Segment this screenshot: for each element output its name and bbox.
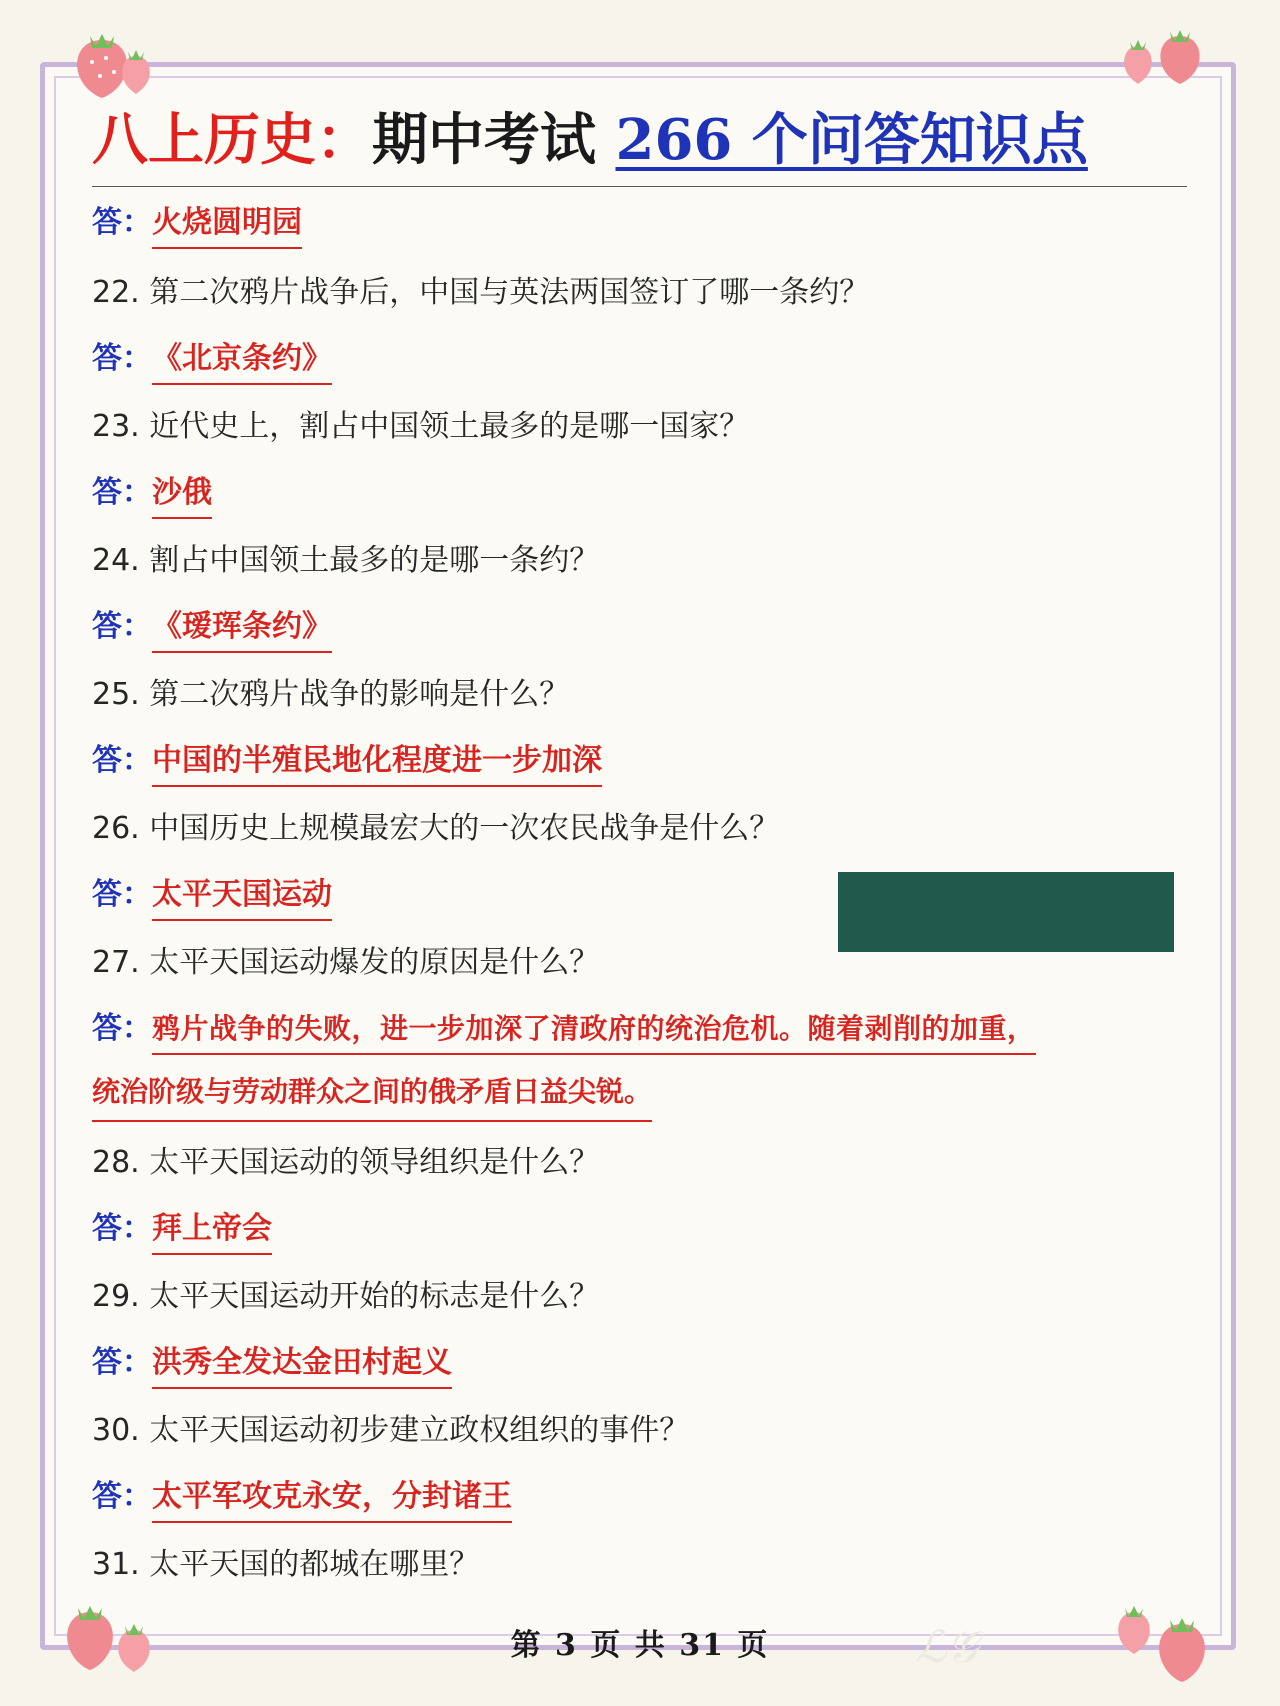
answer-row <box>92 1204 272 1254</box>
answer-label: 答： <box>92 609 152 644</box>
redaction-block <box>838 872 1174 952</box>
answer-text: 太平军攻克永安，分封诸王 <box>152 1475 512 1523</box>
answer-row <box>92 870 332 920</box>
answer-text: 沙俄 <box>152 471 212 519</box>
question-row: 26. 中国历史上规模最宏大的一次农民战争是什么？ <box>92 811 780 846</box>
title-divider <box>92 186 1187 187</box>
answer-label: 答： <box>92 341 152 376</box>
title-exam: 期中考试 <box>372 107 596 173</box>
answer-text: 拜上帝会 <box>152 1207 272 1255</box>
question-row: 22. 第二次鸦片战争后，中国与英法两国签订了哪一条约？ <box>92 275 870 310</box>
answer-text: 中国的半殖民地化程度进一步加深 <box>152 739 602 787</box>
answer-label: 答： <box>92 1345 152 1380</box>
answer-label: 答： <box>92 205 152 240</box>
question-row: 28. 太平天国运动的领导组织是什么？ <box>92 1145 600 1180</box>
answer-row <box>92 198 302 248</box>
question-row: 31. 太平天国的都城在哪里？ <box>92 1547 480 1582</box>
answer-text: 《瑷珲条约》 <box>152 605 332 653</box>
answer-label: 答： <box>92 877 152 912</box>
question-row: 25. 第二次鸦片战争的影响是什么？ <box>92 677 570 712</box>
question-row: 30. 太平天国运动初步建立政权组织的事件？ <box>92 1413 690 1448</box>
page-title <box>92 100 1192 180</box>
answer-label: 答： <box>92 1211 152 1246</box>
answer-label: 答： <box>92 475 152 510</box>
answer-label: 答： <box>92 1011 152 1046</box>
answer-text: 《北京条约》 <box>152 337 332 385</box>
answer-row <box>92 1338 452 1388</box>
watermark-signature: ℒ𝒢 <box>915 1622 979 1673</box>
answer-label: 答： <box>92 1479 152 1514</box>
question-row: 24. 割占中国领土最多的是哪一条约？ <box>92 543 600 578</box>
answer-continuation: 统治阶级与劳动群众之间的俄矛盾日益尖锐。 <box>92 1070 652 1122</box>
answer-row <box>92 602 332 652</box>
page-number: 第 3 页 共 31 页 <box>510 1628 770 1663</box>
answer-row <box>92 468 212 518</box>
answer-text: 太平天国运动 <box>152 873 332 921</box>
strawberry-icon <box>66 22 166 102</box>
answer-label: 答： <box>92 743 152 778</box>
question-row: 23. 近代史上，割占中国领土最多的是哪一国家？ <box>92 409 750 444</box>
question-row: 29. 太平天国运动开始的标志是什么？ <box>92 1279 600 1314</box>
title-subject: 八上历史： <box>92 107 372 173</box>
answer-row <box>92 1004 1036 1054</box>
answer-text: 洪秀全发达金田村起义 <box>152 1341 452 1389</box>
title-count: 266 个问答知识点 <box>615 107 1088 173</box>
answer-row <box>92 1472 512 1522</box>
answer-row <box>92 334 332 384</box>
answer-text: 鸦片战争的失败，进一步加深了清政府的统治危机。随着剥削的加重， <box>152 1007 1036 1055</box>
question-row: 27. 太平天国运动爆发的原因是什么？ <box>92 945 600 980</box>
answer-row <box>92 736 602 786</box>
strawberry-icon <box>1122 22 1222 92</box>
answer-text: 火烧圆明园 <box>152 201 302 249</box>
